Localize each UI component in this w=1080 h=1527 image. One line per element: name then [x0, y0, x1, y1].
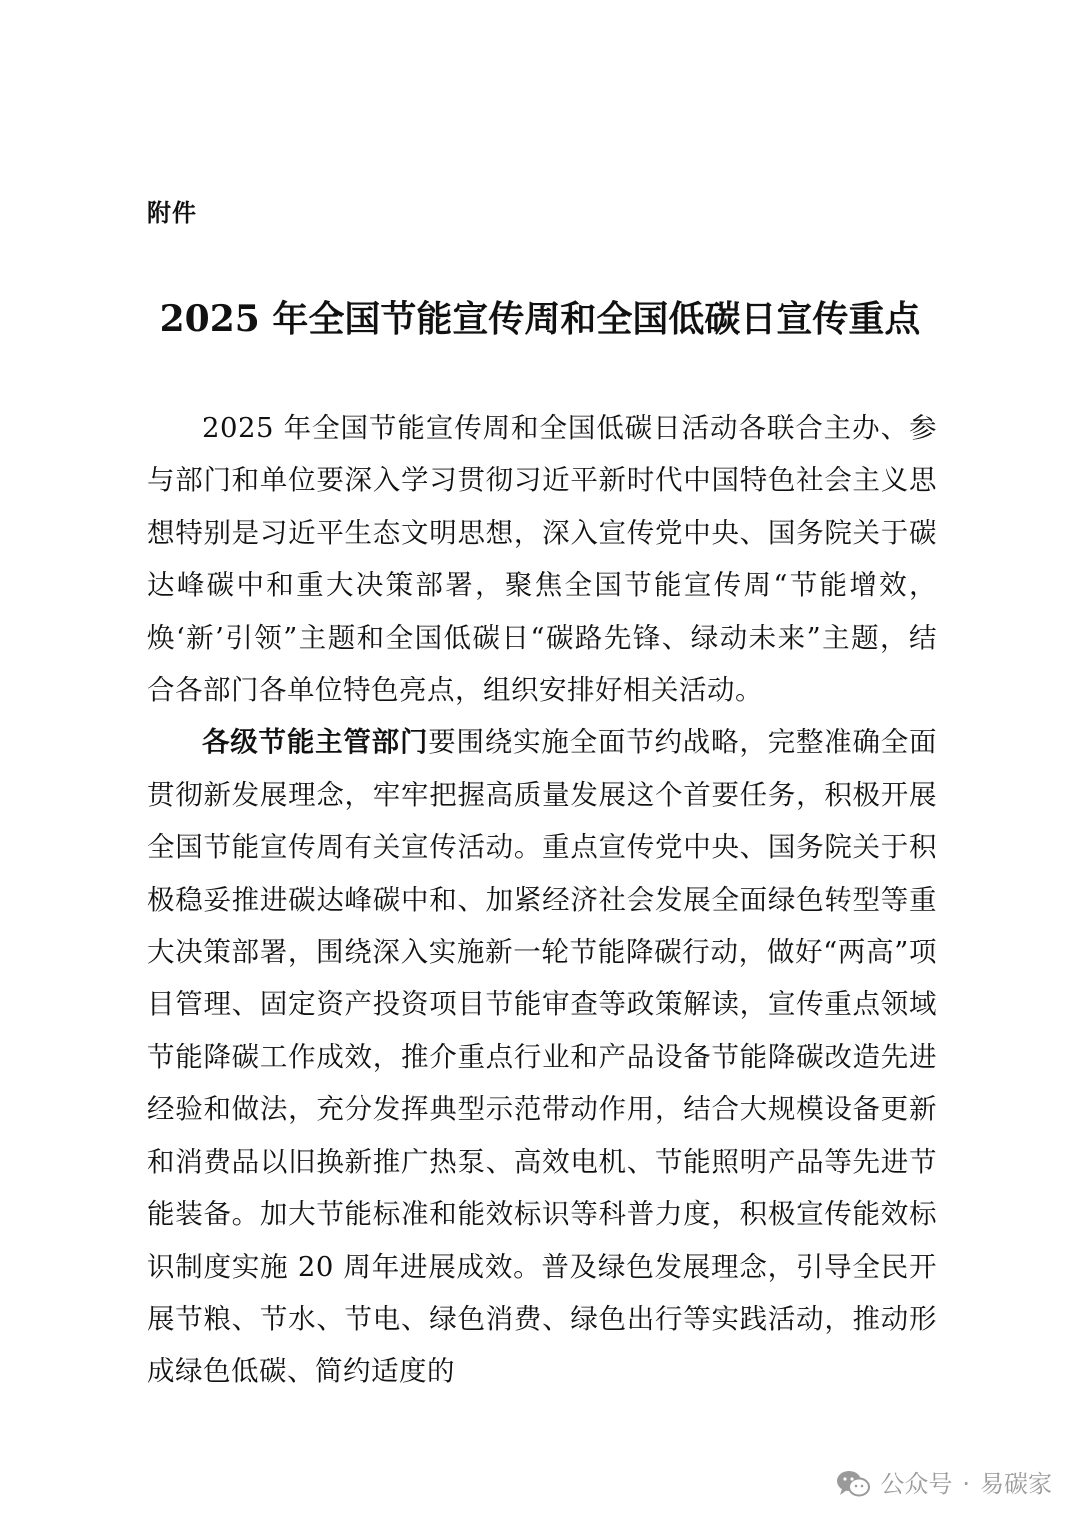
- document-body: [147, 402, 937, 1398]
- watermark-separator: ·: [962, 1470, 970, 1498]
- paragraph-energy-text: 要围绕实施全面节约战略，完整准确全面贯彻新发展理念，牢牢把握高质量发展这个首要任务，积极开展全国节能宣传周有关宣传活动。重点宣传党中央、国务院关于积极稳妥推进碳达峰碳中和、加紧经济社会发展全面绿色转型等重大决策部署，围绕深入实施新一轮节能降碳行动，做好“两高”项目管理、固定资产投资项目节能审查等政策解读，宣传重点领域节能降碳工作成效，推介重点行业和产品设备节能降碳改造先进经验和做法，充分发挥典型示范带动作用，结合大规模设备更新和消费品以旧换新推广热泵、高效电机、节能照明产品等先进节能装备。加大节能标准和能效标识等科普力度，积极宣传能效标识制度实施 20 周年进展成效。普及绿色发展理念，引导全民开展节粮、节水、节电、绿色消费、绿色出行等实践活动，推动形成绿色低碳、简约适度的: [147, 726, 938, 1388]
- paragraph-intro-text: 2025 年全国节能宣传周和全国低碳日活动各联合主办、参与部门和单位要深入学习贯彻习近平新时代中国特色社会主义思想特别是习近平生态文明思想，深入宣传党中央、国务院关于碳达峰碳中和重大决策部署，聚焦全国节能宣传周“节能增效，焕‘新’引领”主题和全国低碳日“碳路先锋、绿动未来”主题，结合各部门各单位特色亮点，组织安排好相关活动。: [147, 412, 937, 707]
- watermark-account: 易碳家: [980, 1470, 1052, 1498]
- wechat-icon: [836, 1469, 870, 1499]
- watermark: [836, 1469, 1052, 1499]
- paragraph-lead: 各级节能主管部门: [202, 726, 429, 759]
- attachment-label: 附件: [147, 199, 197, 227]
- paragraph-intro: [147, 402, 937, 716]
- document-title: 2025 年全国节能宣传周和全国低碳日宣传重点: [159, 298, 921, 340]
- paragraph-energy-departments: [147, 716, 937, 1397]
- watermark-prefix: 公众号: [880, 1470, 953, 1498]
